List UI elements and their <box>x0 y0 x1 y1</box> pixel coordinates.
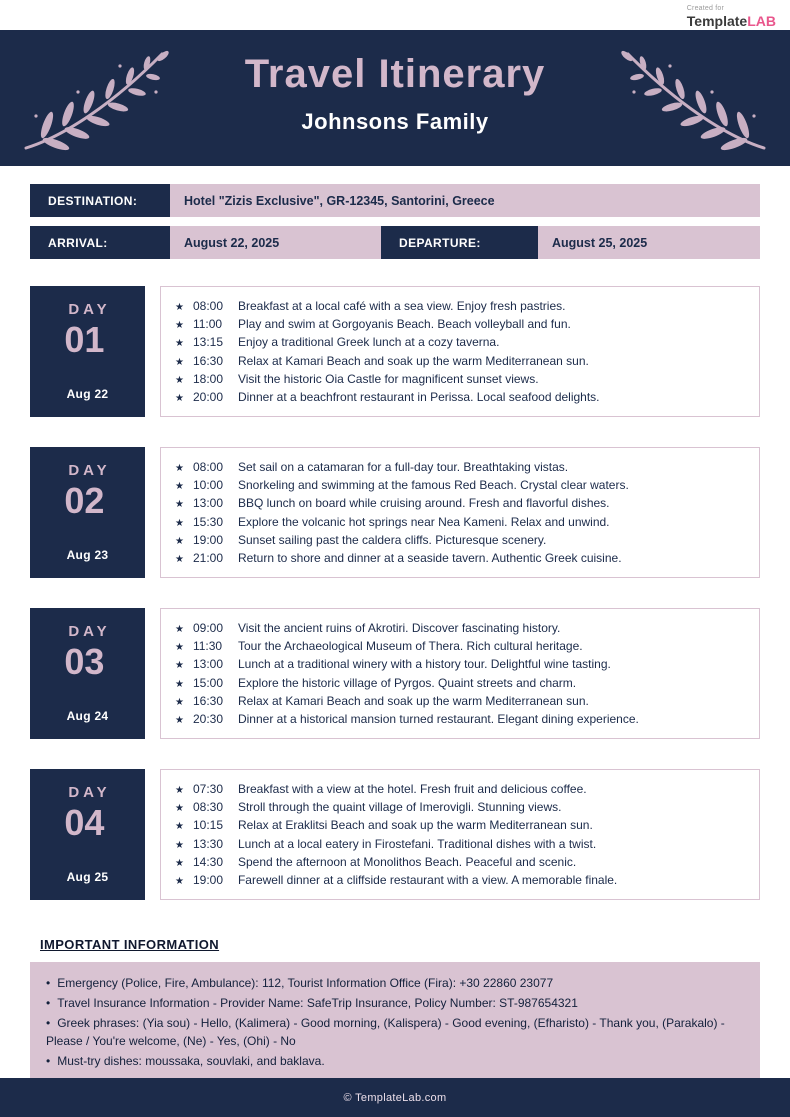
day-number: 02 <box>64 480 105 521</box>
activity-row <box>175 551 745 565</box>
activity-text: Farewell dinner at a cliffside restaurant with a view. A memorable finale. <box>237 872 618 887</box>
bullet-icon: • <box>46 976 51 990</box>
day-block-3 <box>30 608 760 739</box>
day-nav <box>30 447 145 578</box>
star-icon: ★ <box>175 481 184 493</box>
activity-time: 21:00 <box>192 550 223 565</box>
star-icon: ★ <box>175 463 184 474</box>
day-activities <box>160 769 760 900</box>
days-section <box>30 286 760 900</box>
day-date: Aug 23 <box>66 548 109 562</box>
activity-time: 13:15 <box>192 335 223 350</box>
activity-text: Sunset sailing past the caldera cliffs. Picturesque scenery. <box>237 532 547 547</box>
day-heading <box>64 623 110 682</box>
activity-time: 11:00 <box>192 317 223 332</box>
activity-time: 08:30 <box>192 800 223 815</box>
brand-template-text: Template <box>686 12 748 29</box>
activity-row <box>175 873 745 887</box>
activity-time: 13:00 <box>192 657 223 672</box>
activity-row <box>175 317 745 331</box>
activity-text: Relax at Eraklitsi Beach and soak up the warm Mediterranean sun. <box>237 818 593 833</box>
day-number: 04 <box>64 802 105 843</box>
info-item-text: Emergency (Police, Fire, Ambulance): 112, Tourist Information Office (Fira): +30 22860 23077 <box>57 976 554 990</box>
star-icon: ★ <box>175 714 184 726</box>
star-icon: ★ <box>175 875 184 887</box>
activity-row <box>175 657 745 671</box>
activity-time: 08:00 <box>192 460 223 474</box>
copyright-link[interactable]: © TemplateLab.com <box>343 1091 447 1104</box>
day-activities <box>160 286 760 417</box>
brand-lab-text: LAB <box>747 12 776 29</box>
activity-time: 19:00 <box>192 872 223 887</box>
activity-time: 07:30 <box>192 782 223 796</box>
activity-row <box>175 837 745 851</box>
bullet-icon: • <box>46 1054 51 1068</box>
activity-row <box>175 621 745 635</box>
star-icon: ★ <box>175 535 184 547</box>
day-heading <box>64 301 110 360</box>
activity-row <box>175 800 745 814</box>
star-icon: ★ <box>175 499 184 511</box>
activity-row <box>175 782 745 796</box>
info-item-text: Greek phrases: (Yia sou) - Hello, (Kalimera) - Good morning, (Kalispera) - Good evening, (Efharisto) - Thank you, (Parakalo) - Please / You're welcome, (Ne) - Yes, (Ohi) - No <box>46 1016 725 1048</box>
activity-time: 20:00 <box>192 389 223 404</box>
created-for-label: Created for <box>686 4 724 12</box>
day-activities <box>160 608 760 739</box>
activity-row <box>175 818 745 832</box>
page-title: Travel Itinerary <box>244 52 546 96</box>
day-heading <box>64 462 110 521</box>
star-icon: ★ <box>175 356 184 368</box>
activity-time: 09:00 <box>192 621 223 635</box>
activity-time: 14:30 <box>192 854 223 869</box>
activity-row <box>175 390 745 404</box>
info-item-text: Travel Insurance Information - Provider Name: SafeTrip Insurance, Policy Number: ST-987654321 <box>57 996 578 1010</box>
star-icon: ★ <box>175 338 184 350</box>
activity-text: Snorkeling and swimming at the famous Red Beach. Crystal clear waters. <box>237 478 629 493</box>
day-nav <box>30 769 145 900</box>
leaf-decoration-left-icon <box>20 44 170 156</box>
activity-time: 10:15 <box>192 818 223 833</box>
activity-time: 13:30 <box>192 836 223 851</box>
activity-row <box>175 676 745 690</box>
activity-row <box>175 639 745 653</box>
leaf-decoration-right-icon <box>620 44 770 156</box>
day-block-4 <box>30 769 760 900</box>
activity-row <box>175 335 745 349</box>
trip-info <box>30 184 760 259</box>
day-heading <box>64 784 110 843</box>
activity-text: Set sail on a catamaran for a full-day tour. Breathtaking vistas. <box>237 460 569 474</box>
arrival-value: August 22, 2025 <box>184 235 280 250</box>
star-icon: ★ <box>175 803 184 815</box>
activity-text: Spend the afternoon at Monolithos Beach. Peaceful and scenic. <box>237 854 577 869</box>
activity-time: 16:30 <box>192 693 223 708</box>
activity-text: Relax at Kamari Beach and soak up the warm Mediterranean sun. <box>237 693 589 708</box>
activity-text: Explore the historic village of Pyrgos. Quaint streets and charm. <box>237 675 577 690</box>
destination-label: DESTINATION: <box>30 184 170 217</box>
info-item-dishes <box>46 1052 744 1070</box>
header-banner <box>0 30 790 166</box>
activity-row <box>175 460 745 474</box>
dates-row <box>30 226 760 259</box>
activity-text: Enjoy a traditional Greek lunch at a cozy taverna. <box>237 335 500 350</box>
day-number: 03 <box>64 641 105 682</box>
star-icon: ★ <box>175 839 184 851</box>
star-icon: ★ <box>175 660 184 672</box>
activity-row <box>175 712 745 726</box>
important-information-box <box>30 962 760 1084</box>
activity-text: Explore the volcanic hot springs near Nea Kameni. Relax and unwind. <box>237 514 610 529</box>
info-item-emergency <box>46 974 744 992</box>
star-icon: ★ <box>175 821 184 833</box>
day-date: Aug 25 <box>66 870 109 884</box>
bullet-icon: • <box>46 1016 51 1030</box>
templatelab-logo[interactable] <box>687 5 776 30</box>
activity-time: 13:00 <box>192 496 223 511</box>
activity-row <box>175 299 745 313</box>
activity-text: Visit the historic Oia Castle for magnificent sunset views. <box>237 371 539 386</box>
activity-time: 16:30 <box>192 353 223 368</box>
activity-time: 15:00 <box>192 675 223 690</box>
star-icon: ★ <box>175 696 184 708</box>
star-icon: ★ <box>175 857 184 869</box>
star-icon: ★ <box>175 320 184 332</box>
day-label: DAY <box>68 623 111 640</box>
star-icon: ★ <box>175 642 184 654</box>
activity-row <box>175 354 745 368</box>
star-icon: ★ <box>175 624 184 635</box>
departure-value: August 25, 2025 <box>552 235 648 250</box>
activity-text: Play and swim at Gorgoyanis Beach. Beach volleyball and fun. <box>237 317 571 332</box>
activity-text: Relax at Kamari Beach and soak up the warm Mediterranean sun. <box>237 353 589 368</box>
day-block-1 <box>30 286 760 417</box>
page-subtitle: Johnsons Family <box>301 109 489 134</box>
activity-text: Stroll through the quaint village of Imerovigli. Stunning views. <box>237 800 562 815</box>
activity-text: Lunch at a local eatery in Firostefani. Traditional dishes with a twist. <box>237 836 597 851</box>
day-activities <box>160 447 760 578</box>
activity-row <box>175 533 745 547</box>
day-number: 01 <box>64 319 105 360</box>
activity-text: BBQ lunch on board while cruising around. Fresh and flavorful dishes. <box>237 496 610 511</box>
star-icon: ★ <box>175 517 184 529</box>
star-icon: ★ <box>175 785 184 796</box>
activity-row <box>175 694 745 708</box>
day-label: DAY <box>68 462 111 479</box>
activity-row <box>175 496 745 510</box>
destination-value: Hotel "Zizis Exclusive", GR-12345, Santorini, Greece <box>184 193 495 208</box>
activity-text: Return to shore and dinner at a seaside tavern. Authentic Greek cuisine. <box>237 550 622 565</box>
activity-row <box>175 855 745 869</box>
activity-time: 08:00 <box>192 299 223 313</box>
activity-text: Dinner at a historical mansion turned restaurant. Elegant dining experience. <box>237 711 639 726</box>
arrival-label: ARRIVAL: <box>30 226 170 259</box>
activity-text: Tour the Archaeological Museum of Thera. Rich cultural heritage. <box>237 639 583 654</box>
info-item-insurance <box>46 994 744 1012</box>
activity-text: Lunch at a traditional winery with a history tour. Delightful wine tasting. <box>237 657 611 672</box>
important-information-section <box>30 937 760 1084</box>
star-icon: ★ <box>175 302 184 313</box>
activity-row <box>175 515 745 529</box>
day-nav <box>30 286 145 417</box>
day-date: Aug 22 <box>66 387 109 401</box>
info-item-text: Must-try dishes: moussaka, souvlaki, and baklava. <box>57 1054 325 1068</box>
day-label: DAY <box>68 784 111 801</box>
activity-text: Visit the ancient ruins of Akrotiri. Discover fascinating history. <box>237 621 561 635</box>
star-icon: ★ <box>175 553 184 565</box>
activity-text: Dinner at a beachfront restaurant in Perissa. Local seafood delights. <box>237 389 600 404</box>
day-nav <box>30 608 145 739</box>
important-information-heading: IMPORTANT INFORMATION <box>40 937 220 952</box>
activity-time: 11:30 <box>192 639 223 654</box>
day-date: Aug 24 <box>66 709 109 723</box>
destination-row <box>30 184 760 217</box>
day-label: DAY <box>68 301 111 318</box>
activity-time: 20:30 <box>192 711 223 726</box>
activity-time: 18:00 <box>192 371 223 386</box>
footer-bar <box>0 1078 790 1117</box>
star-icon: ★ <box>175 678 184 690</box>
bullet-icon: • <box>46 996 51 1010</box>
activity-time: 19:00 <box>192 532 223 547</box>
activity-time: 10:00 <box>192 478 223 493</box>
activity-row <box>175 372 745 386</box>
activity-text: Breakfast with a view at the hotel. Fresh fruit and delicious coffee. <box>237 782 587 796</box>
activity-time: 15:30 <box>192 514 223 529</box>
day-block-2 <box>30 447 760 578</box>
brand-name <box>687 13 776 29</box>
departure-label: DEPARTURE: <box>381 226 538 259</box>
star-icon: ★ <box>175 374 184 386</box>
info-item-phrases <box>46 1014 744 1050</box>
star-icon: ★ <box>175 392 184 404</box>
brand-bar <box>0 0 790 30</box>
activity-text: Breakfast at a local café with a sea view. Enjoy fresh pastries. <box>237 299 566 313</box>
activity-row <box>175 478 745 492</box>
